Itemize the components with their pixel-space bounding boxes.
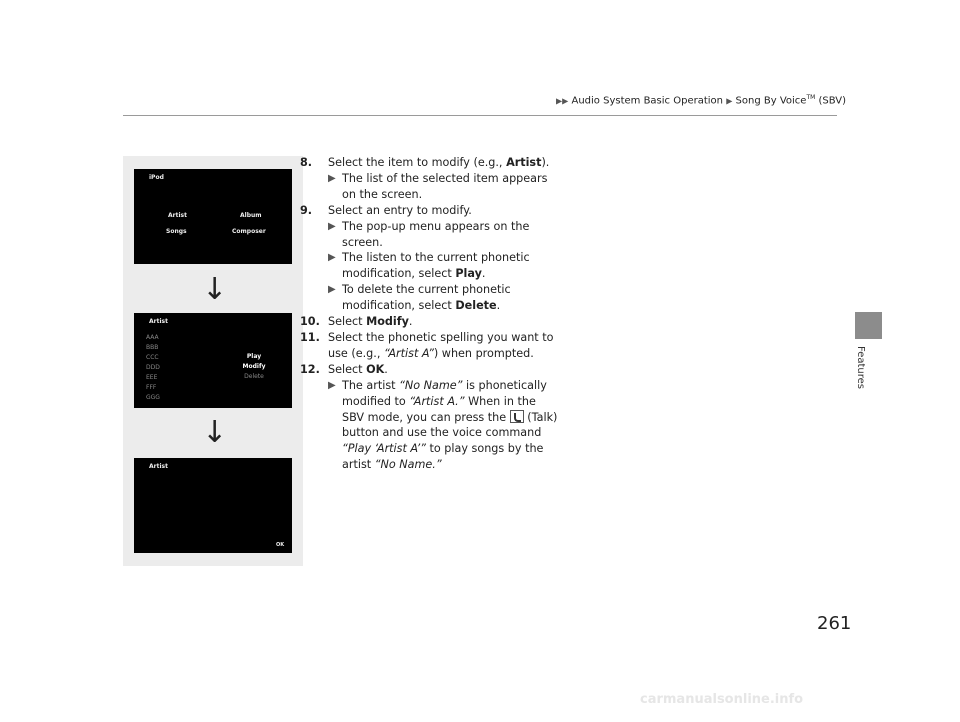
step-number: 12. <box>300 362 320 376</box>
list-item: FFF <box>146 384 157 391</box>
step-number: 10. <box>300 315 320 329</box>
step-text: Select <box>328 315 367 329</box>
substep-arrow-icon: ▶ <box>328 172 336 184</box>
substep-arrow-icon: ▶ <box>328 220 336 232</box>
step-number: 8. <box>300 156 313 169</box>
header-divider <box>123 115 837 116</box>
breadcrumb-arrow-icon: ▶ <box>726 96 733 106</box>
step-emphasis: OK <box>366 362 385 376</box>
substep <box>328 219 559 251</box>
popup-modify: Modify <box>242 363 266 370</box>
step-emphasis: “Artist A” <box>383 346 434 360</box>
substep-text: . <box>496 299 501 313</box>
ok-label: OK <box>276 542 285 548</box>
step-text: . <box>384 362 388 376</box>
artist-list-screen <box>134 313 292 408</box>
step-text: Select the item to modify (e.g., <box>328 156 507 169</box>
substep-emphasis: “Play ‘Artist A’” <box>342 442 426 456</box>
substep-text: to play songs by the artist <box>342 442 544 472</box>
instruction-steps <box>300 155 559 473</box>
popup-play: Play <box>246 353 262 360</box>
substep-text: is phonetically modified to <box>342 378 547 408</box>
list-item: DDD <box>146 364 160 371</box>
substep-emphasis: “Artist A.” <box>409 394 465 408</box>
list-item: AAA <box>146 334 159 341</box>
substep <box>328 378 559 473</box>
list-item: GGG <box>146 394 160 401</box>
page-number: 261 <box>817 613 852 634</box>
step-text: ) when prompted. <box>433 346 534 360</box>
step-emphasis: Modify <box>366 315 409 329</box>
menu-item-artist: Artist <box>168 212 187 219</box>
step-12 <box>300 362 559 473</box>
popup-delete: Delete <box>244 373 264 380</box>
step-10 <box>300 314 559 330</box>
substep-text: To delete the current phonetic modification, select <box>342 283 511 313</box>
screen-title: Artist <box>149 463 168 470</box>
step-text: ). <box>541 156 550 169</box>
step-number: 9. <box>300 203 313 217</box>
breadcrumb-section: Audio System Basic Operation <box>571 95 723 107</box>
section-tab-label: Features <box>855 346 866 389</box>
substep-text: (Talk) button and use the voice command <box>342 410 558 440</box>
step-9 <box>300 203 559 314</box>
step-8 <box>300 155 559 203</box>
step-text: Select <box>328 362 367 376</box>
breadcrumb-arrow-icon: ▶▶ <box>556 96 569 106</box>
menu-item-album: Album <box>240 212 262 219</box>
list-item: BBB <box>146 344 159 351</box>
substep-text: . <box>481 267 486 281</box>
substep-text: The list of the selected item appears on the screen. <box>342 171 548 201</box>
substep-arrow-icon: ▶ <box>328 284 336 296</box>
substep <box>328 171 559 203</box>
substep-emphasis: Delete <box>455 299 497 313</box>
down-arrow-icon: ↓ <box>202 415 228 450</box>
step-emphasis: Artist <box>506 156 542 169</box>
section-tab-marker <box>855 312 882 339</box>
substep-emphasis: “No Name.” <box>374 458 442 472</box>
step-11 <box>300 330 559 362</box>
step-number: 11. <box>300 330 320 344</box>
breadcrumb-subsection: Song By Voice <box>735 95 807 107</box>
substep-text: The artist <box>342 378 400 392</box>
substep-text: When in the SBV mode, you can press the <box>342 394 536 424</box>
watermark: carmanualsonline.info <box>640 692 804 707</box>
down-arrow-icon: ↓ <box>202 272 228 307</box>
step-text: . <box>408 315 413 329</box>
screen-title: iPod <box>149 174 164 181</box>
step-text: Select an entry to modify. <box>328 203 472 217</box>
substep-text: The listen to the current phonetic modification, select <box>342 251 530 281</box>
trademark: TM <box>806 94 816 101</box>
substep-emphasis: “No Name” <box>399 378 463 392</box>
menu-item-composer: Composer <box>232 228 266 235</box>
talk-button-icon <box>510 410 524 423</box>
list-item: CCC <box>146 354 159 361</box>
breadcrumb <box>556 94 846 106</box>
artist-list <box>146 333 160 403</box>
step-text: Select the phonetic spelling you want to use (e.g., <box>328 330 554 360</box>
breadcrumb-abbr: (SBV) <box>818 95 847 107</box>
artist-phonetic-screen <box>134 458 292 553</box>
ipod-menu-screen <box>134 169 292 264</box>
list-item: EEE <box>146 374 158 381</box>
screen-title: Artist <box>149 318 168 325</box>
menu-item-songs: Songs <box>166 228 187 235</box>
substep <box>328 282 559 314</box>
substep-arrow-icon: ▶ <box>328 252 336 264</box>
substep-arrow-icon: ▶ <box>328 379 336 391</box>
substep-emphasis: Play <box>455 267 482 281</box>
substep <box>328 250 559 282</box>
substep-text: The pop-up menu appears on the screen. <box>342 219 530 249</box>
